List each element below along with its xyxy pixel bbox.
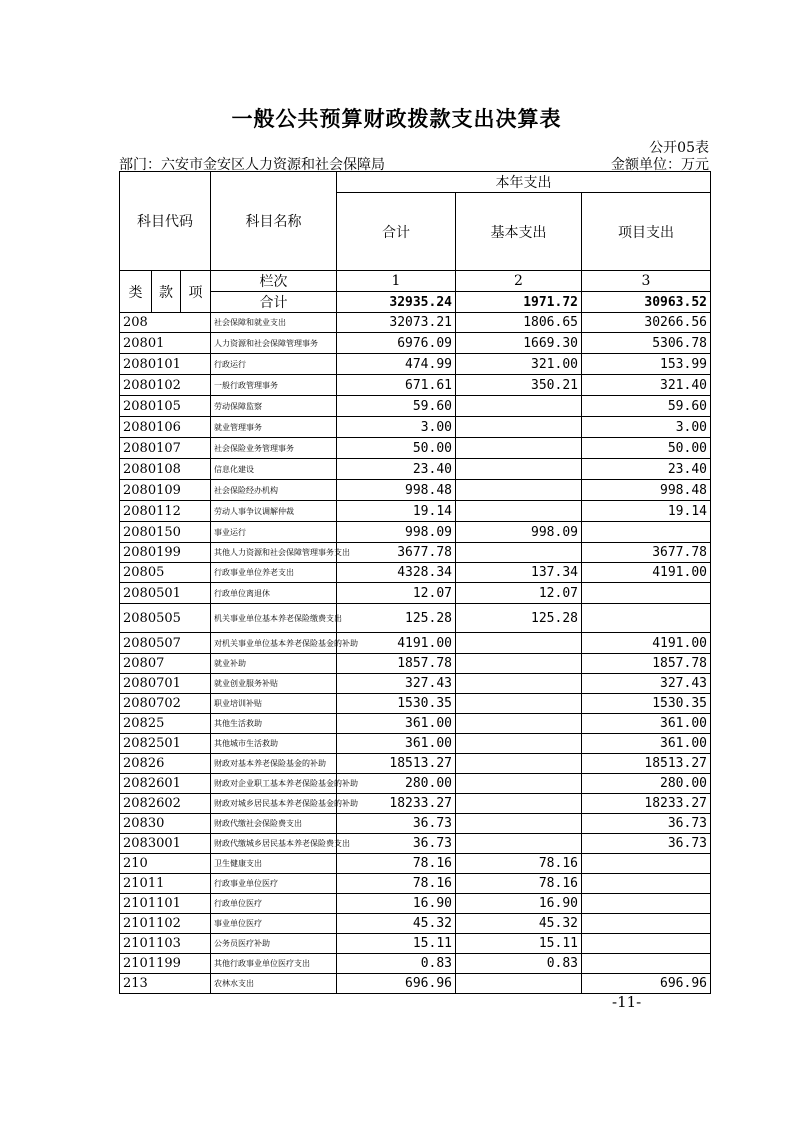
basic-value: 78.16 <box>456 874 582 894</box>
subject-name: 卫生健康支出 <box>211 854 337 874</box>
subject-code: 2080112 <box>120 501 211 522</box>
project-value: 4191.00 <box>582 563 711 583</box>
table-row <box>120 974 711 994</box>
subject-code: 208 <box>120 313 211 333</box>
subject-name: 一般行政管理事务 <box>211 375 337 396</box>
project-value: 4191.00 <box>582 633 711 654</box>
project-value: 5306.78 <box>582 333 711 354</box>
subject-name: 就业补助 <box>211 654 337 674</box>
total-value: 18233.27 <box>337 794 456 814</box>
header-lanci: 栏次 <box>211 271 337 292</box>
project-value <box>582 914 711 934</box>
subject-name: 财政代缴社会保险费支出 <box>211 814 337 834</box>
subject-name: 劳动保障监察 <box>211 396 337 417</box>
table-row <box>120 914 711 934</box>
total-value: 280.00 <box>337 774 456 794</box>
total-value: 998.09 <box>337 522 456 543</box>
subject-code: 21011 <box>120 874 211 894</box>
table-row <box>120 333 711 354</box>
basic-value <box>456 438 582 459</box>
table-row <box>120 834 711 854</box>
table-row <box>120 954 711 974</box>
total-value: 32073.21 <box>337 313 456 333</box>
subject-name: 财政对企业职工基本养老保险基金的补助 <box>211 774 337 794</box>
header-name: 科目名称 <box>211 172 337 271</box>
subject-code: 2082501 <box>120 734 211 754</box>
table-row <box>120 396 711 417</box>
subject-code: 20825 <box>120 714 211 734</box>
project-value: 3.00 <box>582 417 711 438</box>
subject-code: 2080101 <box>120 354 211 375</box>
table-row <box>120 604 711 633</box>
subject-code: 2080109 <box>120 480 211 501</box>
table-row <box>120 543 711 563</box>
subject-name: 行政单位离退休 <box>211 583 337 604</box>
basic-value <box>456 417 582 438</box>
sum-total: 32935.24 <box>337 292 456 313</box>
subject-name: 就业创业服务补贴 <box>211 674 337 694</box>
project-value: 998.48 <box>582 480 711 501</box>
form-number: 公开05表 <box>649 140 709 156</box>
total-value: 78.16 <box>337 874 456 894</box>
subject-name: 其他生活救助 <box>211 714 337 734</box>
subject-code: 2101102 <box>120 914 211 934</box>
project-value: 153.99 <box>582 354 711 375</box>
total-value: 125.28 <box>337 604 456 633</box>
page-title: 一般公共预算财政拨款支出决算表 <box>231 107 562 131</box>
project-value: 59.60 <box>582 396 711 417</box>
table-row <box>120 654 711 674</box>
table-row <box>120 633 711 654</box>
project-value <box>582 604 711 633</box>
total-value: 4328.34 <box>337 563 456 583</box>
basic-value: 350.21 <box>456 375 582 396</box>
subject-code: 213 <box>120 974 211 994</box>
project-value <box>582 894 711 914</box>
total-value: 18513.27 <box>337 754 456 774</box>
project-value: 36.73 <box>582 814 711 834</box>
basic-value <box>456 974 582 994</box>
basic-value: 78.16 <box>456 854 582 874</box>
subject-code: 2080501 <box>120 583 211 604</box>
subject-code: 2101103 <box>120 934 211 954</box>
table-row <box>120 694 711 714</box>
subject-code: 2101199 <box>120 954 211 974</box>
table-row <box>120 563 711 583</box>
header-xiang: 项 <box>181 271 211 313</box>
subject-code: 20807 <box>120 654 211 674</box>
table-row <box>120 501 711 522</box>
project-value <box>582 583 711 604</box>
project-value: 19.14 <box>582 501 711 522</box>
project-value: 327.43 <box>582 674 711 694</box>
table-row <box>120 714 711 734</box>
project-value <box>582 954 711 974</box>
basic-value: 1669.30 <box>456 333 582 354</box>
table-row <box>120 754 711 774</box>
basic-value: 0.83 <box>456 954 582 974</box>
total-value: 15.11 <box>337 934 456 954</box>
project-value <box>582 854 711 874</box>
table-row <box>120 934 711 954</box>
subject-code: 2080106 <box>120 417 211 438</box>
project-value <box>582 934 711 954</box>
total-value: 361.00 <box>337 714 456 734</box>
subject-code: 2082601 <box>120 774 211 794</box>
subject-name: 信息化建设 <box>211 459 337 480</box>
total-value: 696.96 <box>337 974 456 994</box>
column-index-1: 1 <box>337 271 456 292</box>
subject-code: 20826 <box>120 754 211 774</box>
amount-unit-label: 金额单位：万元 <box>611 157 709 173</box>
project-value <box>582 874 711 894</box>
total-value: 474.99 <box>337 354 456 375</box>
header-project: 项目支出 <box>582 193 711 271</box>
total-value: 0.83 <box>337 954 456 974</box>
header-lei: 类 <box>120 271 152 313</box>
project-value: 361.00 <box>582 734 711 754</box>
subject-name: 其他城市生活救助 <box>211 734 337 754</box>
subject-code: 20830 <box>120 814 211 834</box>
total-value: 361.00 <box>337 734 456 754</box>
basic-value <box>456 714 582 734</box>
total-value: 78.16 <box>337 854 456 874</box>
sum-project: 30963.52 <box>582 292 711 313</box>
basic-value <box>456 754 582 774</box>
table-row <box>120 854 711 874</box>
basic-value: 998.09 <box>456 522 582 543</box>
subject-name: 公务员医疗补助 <box>211 934 337 954</box>
subject-code: 2080505 <box>120 604 211 633</box>
subject-name: 对机关事业单位基本养老保险基金的补助 <box>211 633 337 654</box>
total-value: 1857.78 <box>337 654 456 674</box>
total-value: 6976.09 <box>337 333 456 354</box>
page-number: -11- <box>612 993 642 1011</box>
table-row <box>120 674 711 694</box>
subject-code: 2080702 <box>120 694 211 714</box>
subject-name: 财政对基本养老保险基金的补助 <box>211 754 337 774</box>
project-value: 50.00 <box>582 438 711 459</box>
header-total: 合计 <box>337 193 456 271</box>
total-value: 12.07 <box>337 583 456 604</box>
project-value: 30266.56 <box>582 313 711 333</box>
total-value: 16.90 <box>337 894 456 914</box>
subject-name: 职业培训补贴 <box>211 694 337 714</box>
total-value: 3677.78 <box>337 543 456 563</box>
subject-code: 2101101 <box>120 894 211 914</box>
expenditure-table <box>119 171 711 994</box>
subject-name: 行政事业单位医疗 <box>211 874 337 894</box>
total-value: 50.00 <box>337 438 456 459</box>
table-row <box>120 734 711 754</box>
total-value: 4191.00 <box>337 633 456 654</box>
total-value: 327.43 <box>337 674 456 694</box>
table-row <box>120 459 711 480</box>
header-current-year-expenditure: 本年支出 <box>337 172 711 193</box>
subject-code: 2080150 <box>120 522 211 543</box>
subject-code: 2080102 <box>120 375 211 396</box>
subject-code: 2080105 <box>120 396 211 417</box>
project-value: 280.00 <box>582 774 711 794</box>
table-row <box>120 814 711 834</box>
subject-code: 2080108 <box>120 459 211 480</box>
subject-code: 2080507 <box>120 633 211 654</box>
project-value <box>582 522 711 543</box>
project-value: 1857.78 <box>582 654 711 674</box>
project-value: 36.73 <box>582 834 711 854</box>
sum-label: 合计 <box>211 292 337 313</box>
basic-value <box>456 734 582 754</box>
table-row <box>120 438 711 459</box>
subject-name: 劳动人事争议调解仲裁 <box>211 501 337 522</box>
basic-value: 45.32 <box>456 914 582 934</box>
table-row <box>120 313 711 333</box>
basic-value <box>456 794 582 814</box>
basic-value: 137.34 <box>456 563 582 583</box>
column-index-3: 3 <box>582 271 711 292</box>
table-row <box>120 417 711 438</box>
subject-code: 2080107 <box>120 438 211 459</box>
subject-name: 社会保障和就业支出 <box>211 313 337 333</box>
table-row <box>120 375 711 396</box>
table-row <box>120 583 711 604</box>
project-value: 361.00 <box>582 714 711 734</box>
basic-value: 125.28 <box>456 604 582 633</box>
column-index-2: 2 <box>456 271 582 292</box>
subject-code: 210 <box>120 854 211 874</box>
subject-name: 人力资源和社会保障管理事务 <box>211 333 337 354</box>
subject-name: 财政对城乡居民基本养老保险基金的补助 <box>211 794 337 814</box>
basic-value: 321.00 <box>456 354 582 375</box>
project-value: 1530.35 <box>582 694 711 714</box>
subject-name: 行政事业单位养老支出 <box>211 563 337 583</box>
total-value: 3.00 <box>337 417 456 438</box>
subject-name: 事业单位医疗 <box>211 914 337 934</box>
basic-value <box>456 633 582 654</box>
sum-basic: 1971.72 <box>456 292 582 313</box>
header-code: 科目代码 <box>120 172 211 271</box>
subject-name: 行政单位医疗 <box>211 894 337 914</box>
project-value: 3677.78 <box>582 543 711 563</box>
subject-name: 就业管理事务 <box>211 417 337 438</box>
total-value: 23.40 <box>337 459 456 480</box>
total-value: 36.73 <box>337 814 456 834</box>
total-value: 671.61 <box>337 375 456 396</box>
basic-value: 12.07 <box>456 583 582 604</box>
subject-code: 20805 <box>120 563 211 583</box>
header-kuan: 款 <box>152 271 181 313</box>
table-row <box>120 354 711 375</box>
subject-code: 2083001 <box>120 834 211 854</box>
basic-value <box>456 654 582 674</box>
subject-name: 社会保险经办机构 <box>211 480 337 501</box>
subject-code: 2080199 <box>120 543 211 563</box>
basic-value <box>456 459 582 480</box>
total-value: 1530.35 <box>337 694 456 714</box>
basic-value <box>456 543 582 563</box>
subject-code: 2080701 <box>120 674 211 694</box>
basic-value <box>456 774 582 794</box>
project-value: 696.96 <box>582 974 711 994</box>
basic-value <box>456 834 582 854</box>
subject-code: 20801 <box>120 333 211 354</box>
subject-name: 机关事业单位基本养老保险缴费支出 <box>211 604 337 633</box>
subject-code: 2082602 <box>120 794 211 814</box>
total-value: 998.48 <box>337 480 456 501</box>
basic-value: 15.11 <box>456 934 582 954</box>
subject-name: 社会保险业务管理事务 <box>211 438 337 459</box>
table-row <box>120 522 711 543</box>
table-row <box>120 774 711 794</box>
subject-name: 其他行政事业单位医疗支出 <box>211 954 337 974</box>
subject-name: 行政运行 <box>211 354 337 375</box>
project-value: 18233.27 <box>582 794 711 814</box>
total-value: 59.60 <box>337 396 456 417</box>
table-row <box>120 794 711 814</box>
basic-value <box>456 814 582 834</box>
basic-value <box>456 501 582 522</box>
department-label: 部门：六安市金安区人力资源和社会保障局 <box>119 157 385 173</box>
subject-name: 农林水支出 <box>211 974 337 994</box>
total-value: 19.14 <box>337 501 456 522</box>
subject-name: 财政代缴城乡居民基本养老保险费支出 <box>211 834 337 854</box>
basic-value <box>456 694 582 714</box>
table-row <box>120 480 711 501</box>
basic-value <box>456 396 582 417</box>
total-value: 45.32 <box>337 914 456 934</box>
total-value: 36.73 <box>337 834 456 854</box>
project-value: 18513.27 <box>582 754 711 774</box>
basic-value: 16.90 <box>456 894 582 914</box>
basic-value: 1806.65 <box>456 313 582 333</box>
project-value: 23.40 <box>582 459 711 480</box>
table-row <box>120 894 711 914</box>
table-row <box>120 874 711 894</box>
basic-value <box>456 480 582 501</box>
subject-name: 事业运行 <box>211 522 337 543</box>
subject-name: 其他人力资源和社会保障管理事务支出 <box>211 543 337 563</box>
header-basic: 基本支出 <box>456 193 582 271</box>
basic-value <box>456 674 582 694</box>
project-value: 321.40 <box>582 375 711 396</box>
